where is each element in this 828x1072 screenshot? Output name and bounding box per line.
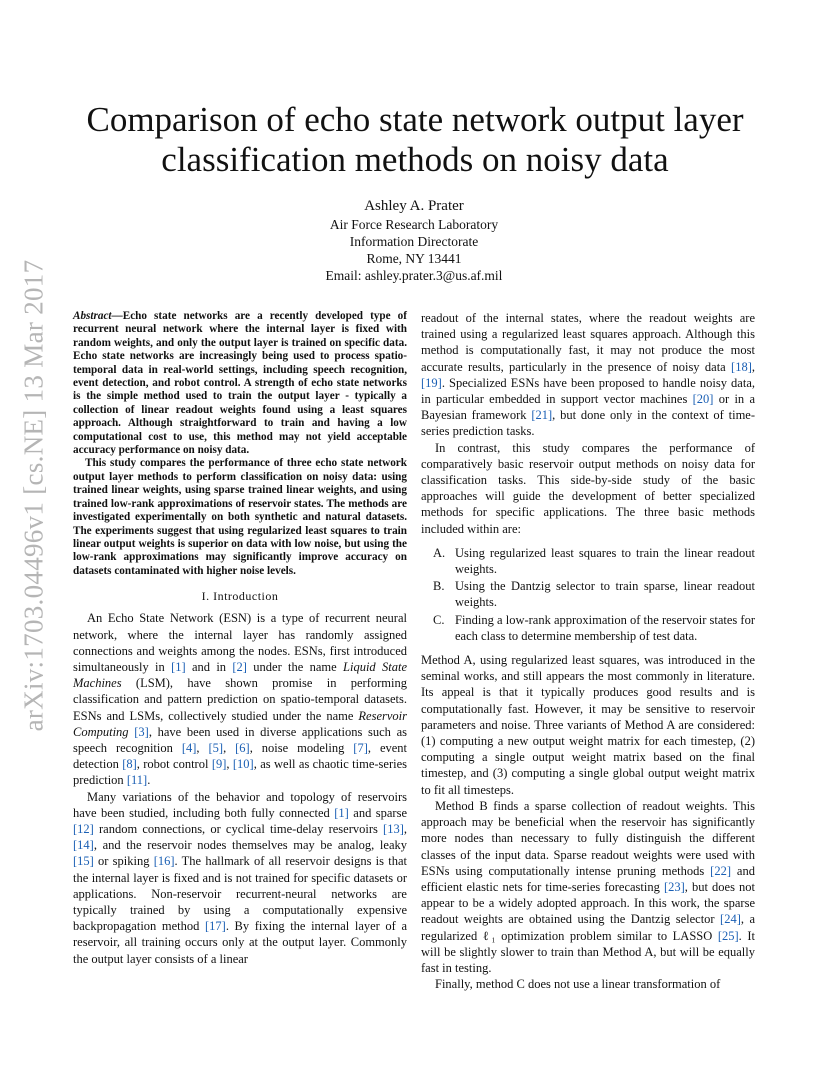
citation-link[interactable]: [18] [731,359,752,374]
intro-paragraph-7: Finally, method C does not use a linear transformation of [435,977,721,992]
citation-link[interactable]: [13] [383,821,404,836]
citation-link[interactable]: [2] [232,659,247,674]
abstract-paragraph-1: Abstract—Echo state networks are a recently developed type of recurrent neural network where the internal layer is fixed with random weights, and only the output layer is trained on specific data. Echo state networks are increasingly being used to process spatio-temporal data in real-world settings, including speech recognition, event detection, and robot control. A strength of echo state networks is the simple method used to train the output layer - typically a collection of linear readout weights found using a least squares approach. Although straightforward to train and having a low computational cost to use, this method may not yield acceptable accuracy performance on noisy data. [73,310,407,457]
citation-link[interactable]: [15] [73,854,94,869]
citation-link[interactable]: [1] [334,805,349,820]
author-location: Rome, NY 13441 [366,251,462,266]
author-affiliation-1: Air Force Research Laboratory [329,217,499,232]
methods-list [421,545,755,644]
author-name: Ashley A. Prater [364,198,464,214]
right-column [421,310,755,992]
citation-link[interactable]: [4] [181,740,197,755]
citation-link[interactable]: [21] [531,408,553,423]
citation-link[interactable]: [17] [205,919,226,934]
citation-link[interactable]: [23] [663,879,685,894]
abstract-lead: Abstract [73,310,112,322]
paper-title: Comparison of echo state network output layer classification methods on noisy data [86,100,744,179]
citation-link[interactable]: [6] [235,740,250,755]
list-item: B. Using the Dantzig selector to train sparse, linear readout weights. [433,579,755,610]
intro-paragraph-6: Method B finds a sparse collection of readout weights. This approach may be beneficial when the reservoir has significantly more nodes than necessary to fully distinguish the different classes of the input data. Sparse readout weights were used with ESNs using computationally intense pruning methods [22] and efficient elastic nets for time-series forecasting [23], but does not appear to be a widely adopted approach. In this work, the sparse readout weights are obtained using the Dantzig selector [24], a regularized ℓ₁ optimization problem similar to LASSO [25]. It will be slightly slower to train than Method A, but will be equally fast in testing. [421,798,756,975]
section-heading-introduction: I. Introduction [201,589,279,604]
citation-link[interactable]: [7] [353,740,368,755]
citation-link[interactable]: [20] [692,392,714,407]
list-item: A. Using regularized least squares to train the linear readout weights. [433,545,755,577]
citation-link[interactable]: [22] [710,863,731,878]
intro-paragraph-2: Many variations of the behavior and topology of reservoirs have been studied, including both fully connected [1] and sparse [12] random connections, or cyclical time-delay reservoirs [13], [14], and the reservoir nodes themselves may be analog, leaky [15] or spiking [16]. The hallmark of all reservoir designs is that the internal layer is fixed and is not trained for specific datasets or applications. Non-reservoir recurrent-neural networks are typically trained by using a computationally expensive backpropagation method [17]. By fixing the internal layer of a reservoir, all training occurs only at the output layer. Commonly the output layer consists of a linear [73,789,407,966]
citation-link[interactable]: [5] [208,740,224,755]
author-affiliation-2: Information Directorate [349,234,479,249]
citation-link[interactable]: [9] [211,757,227,772]
citation-link[interactable]: [16] [153,854,175,869]
citation-link[interactable]: [24] [720,912,741,927]
intro-paragraph-5: Method A, using regularized least squares, was introduced in the seminal works, and still appears the most commonly in literature. Its appeal is that it typically produces good results and is computationally fast. However, it may be sensitive to reservoir parameters and noise. Three variants of Method A are considered: (1) computing a new output weight matrix for each timestep, (2) computing a single output weight matrix based on the final timestep, and (3) computing a single global output weight matrix to fit all timesteps. [421,653,755,797]
citation-link[interactable]: [3] [134,724,149,739]
intro-paragraph-4: In contrast, this study compares the performance of comparatively basic reservoir output methods on noisy data for classification tasks. This side-by-side study of the basic approaches will guide the development of better specialized methods for specific applications. The three basic methods included within are: [421,440,755,536]
abstract [73,310,407,578]
citation-link[interactable]: [8] [122,757,137,772]
citation-link[interactable]: [14] [73,838,94,853]
arxiv-side-stamp [18,255,49,735]
abstract-paragraph-2: This study compares the performance of three echo state network output layer methods to perform classification on noisy data: using trained linear weights, using sparse trained linear weights, and using trained low-rank approximations of reservoir states. The methods are investigated experimentally on both synthetic and natural datasets. The experiments suggest that using regularized least squares to train linear output weights is superior on data with low noise, but using the low-rank approximations may significantly improve accuracy on datasets contaminated with higher noise levels. [73,457,407,577]
list-item: C. Finding a low-rank approximation of the reservoir states for each class to determine membership of test data. [433,612,755,643]
left-column [73,310,407,967]
citation-link[interactable]: [11] [126,773,148,788]
citation-link[interactable]: [25] [717,928,739,943]
intro-paragraph-1: An Echo State Network (ESN) is a type of recurrent neural network, where the internal layer has randomly assigned connections and weights among the nodes. ESNs, first introduced simultaneously in [1] and in [2] under the name Liquid State Machines (LSM), have shown promise in performing classification and pattern prediction on spatio-temporal datasets. ESNs and LSMs, collectively studied under the name Reservoir Computing [3], have been used in diverse applications such as speech recognition [4], [5], [6], noise modeling [7], event detection [8], robot control [9], [10], as well as chaotic time-series prediction [11]. [73,611,408,788]
citation-link[interactable]: [1] [171,659,186,674]
arxiv-id-text: arXiv:1703.04496v1 [cs.NE] 13 Mar 2017 [18,259,49,731]
citation-link[interactable]: [10] [232,757,254,772]
citation-link[interactable]: [12] [73,821,94,836]
author-block [214,196,614,284]
author-email: Email: ashley.prater.3@us.af.mil [325,268,503,283]
citation-link[interactable]: [19] [421,375,442,390]
intro-paragraph-3: readout of the internal states, where the readout weights are trained using a regularized least squares approach. Although this method is computationally fast, it may not produce the most accurate results, particularly in the presence of noisy data [18], [19]. Specialized ESNs have been proposed to handle noisy data, in particular embedded in support vector machines [20] or in a Bayesian framework [21], but done only in the context of time-series prediction tasks. [421,311,756,439]
